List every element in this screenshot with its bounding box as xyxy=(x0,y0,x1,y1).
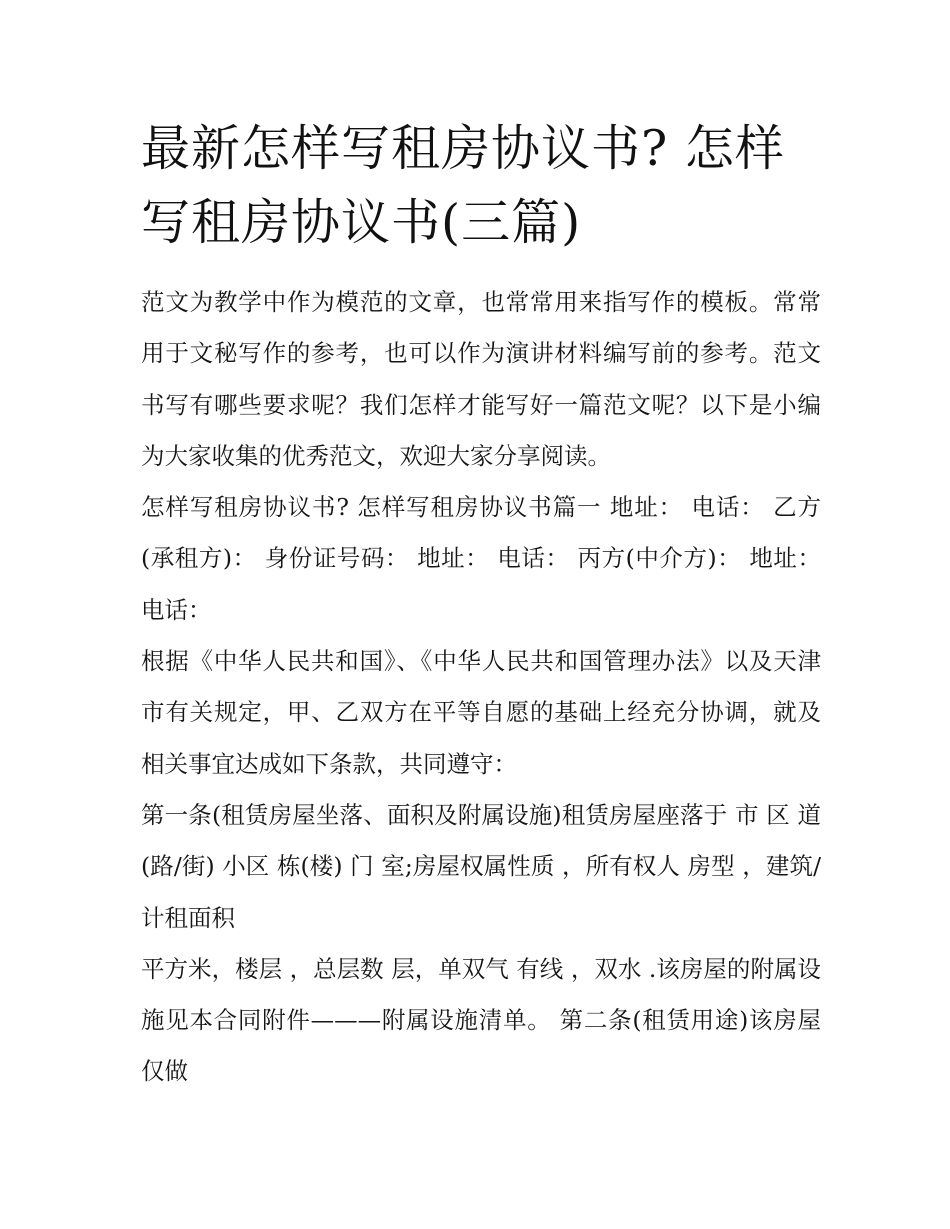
party-info-paragraph: 怎样写租房协议书? 怎样写租房协议书篇一 地址： 电话： 乙方(承租方)： 身份证号码： 地址： 电话： 丙方(中介方)： 地址： 电话： xyxy=(141,493,821,624)
document-title: 最新怎样写租房协议书? 怎样写租房协议书(三篇) xyxy=(141,120,785,251)
article-one-paragraph: 第一条(租赁房屋坐落、面积及附属设施)租赁房屋座落于 市 区 道(路/街) 小区 栋(楼) 门 室;房屋权属性质 ，所有权人 房型 ，建筑/计租面积 xyxy=(141,800,821,932)
legal-basis-paragraph: 根据《中华人民共和国》、《中华人民共和国管理办法》以及天津市有关规定，甲、乙双方在平等自愿的基础上经充分协调，就及相关事宜达成如下条款，共同遵守： xyxy=(141,647,821,778)
intro-paragraph: 范文为教学中作为模范的文章，也常常用来指写作的模板。常常用于文秘写作的参考，也可以作为演讲材料编写前的参考。范文书写有哪些要求呢？我们怎样才能写好一篇范文呢？以下是小编为大家收集的优秀范文，欢迎大家分享阅读。 xyxy=(141,288,821,470)
article-one-continued-paragraph: 平方米，楼层 ，总层数 层，单双气 有线 ，双水 .该房屋的附属设施见本合同附件———附属设施清单。 第二条(租赁用途)该房屋仅做 xyxy=(141,954,821,1086)
document-body xyxy=(141,277,821,1098)
